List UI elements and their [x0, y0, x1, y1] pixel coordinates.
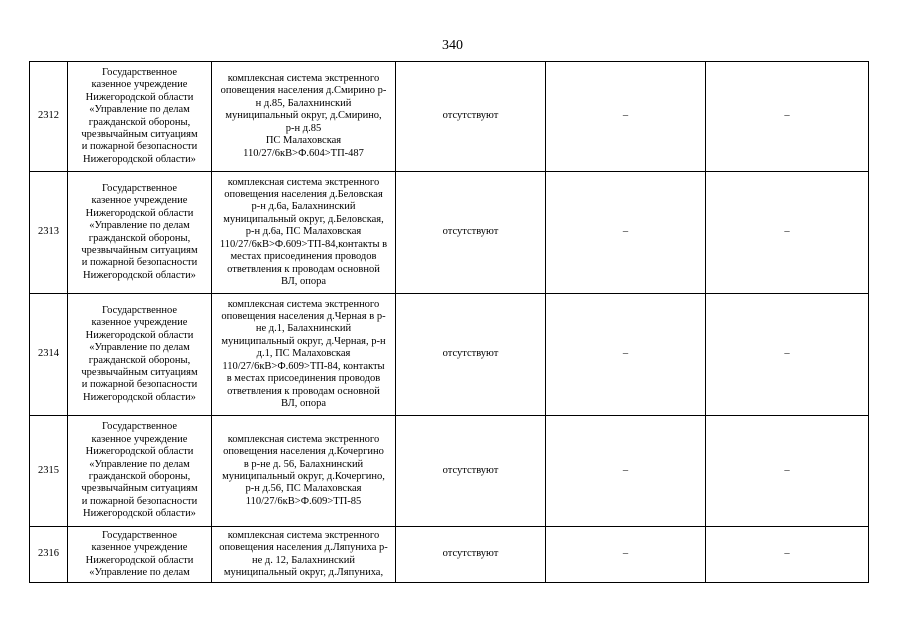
extra-cell-1: – [546, 416, 706, 527]
extra-cell-2: – [706, 62, 869, 172]
extra-cell-2: – [706, 172, 869, 294]
info-cell: отсутствуют [396, 62, 546, 172]
info-cell: отсутствуют [396, 294, 546, 416]
table-row [30, 62, 869, 172]
owner-cell: Государственное казенное учреждение Нижегородской области «Управление по делам гражданской обороны, чрезвычайным ситуациям и пожарной безопасности Нижегородской области» [68, 172, 212, 294]
info-cell: отсутствуют [396, 416, 546, 527]
table-row [30, 172, 869, 294]
extra-cell-2: – [706, 527, 869, 583]
description-cell: комплексная система экстренного оповещения населения д.Смирино р- н д.85, Балахнинский муниципальный округ, д.Смирино, р-н д.85 ПС Малаховская 110/27/6кВ>Ф.604>ТП-487 [212, 62, 396, 172]
extra-cell-2: – [706, 294, 869, 416]
extra-cell-1: – [546, 294, 706, 416]
row-number: 2314 [30, 294, 68, 416]
extra-cell-1: – [546, 62, 706, 172]
extra-cell-2: – [706, 416, 869, 527]
description-cell: комплексная система экстренного оповещения населения д.Черная в р- не д.1, Балахнинский муниципальный округ, д.Черная, р-н д.1, ПС Малаховская 110/27/6кВ>Ф.609>ТП-84, контакты в местах присоединения проводов ответвления к проводам основной ВЛ, опора [212, 294, 396, 416]
owner-cell: Государственное казенное учреждение Нижегородской области «Управление по делам гражданской обороны, чрезвычайным ситуациям и пожарной безопасности Нижегородской области» [68, 416, 212, 527]
table-row [30, 294, 869, 416]
description-cell: комплексная система экстренного оповещения населения д.Кочергино в р-не д. 56, Балахнинский муниципальный округ, д.Кочергино, р-н д.56, ПС Малаховская 110/27/6кВ>Ф.609>ТП-85 [212, 416, 396, 527]
row-number: 2313 [30, 172, 68, 294]
info-cell: отсутствуют [396, 172, 546, 294]
info-cell: отсутствуют [396, 527, 546, 583]
description-cell: комплексная система экстренного оповещения населения д.Ляпуниха р- не д. 12, Балахнинский муниципальный округ, д.Ляпуниха, [212, 527, 396, 583]
table-row [30, 527, 869, 583]
extra-cell-1: – [546, 527, 706, 583]
extra-cell-1: – [546, 172, 706, 294]
page-number: 340 [442, 38, 463, 53]
row-number: 2316 [30, 527, 68, 583]
owner-cell: Государственное казенное учреждение Нижегородской области «Управление по делам гражданской обороны, чрезвычайным ситуациям и пожарной безопасности Нижегородской области» [68, 62, 212, 172]
row-number: 2312 [30, 62, 68, 172]
owner-cell: Государственное казенное учреждение Нижегородской области «Управление по делам гражданской обороны, чрезвычайным ситуациям и пожарной безопасности Нижегородской области» [68, 294, 212, 416]
description-cell: комплексная система экстренного оповещения населения д.Беловская р-н д.6а, Балахнинский муниципальный округ, д.Беловская, р-н д.6а, ПС Малаховская 110/27/6кВ>Ф.609>ТП-84,контакты в местах присоединения проводов ответвления к проводам основной ВЛ, опора [212, 172, 396, 294]
table-row [30, 416, 869, 527]
registry-table [29, 61, 869, 583]
row-number: 2315 [30, 416, 68, 527]
owner-cell: Государственное казенное учреждение Нижегородской области «Управление по делам [68, 527, 212, 583]
